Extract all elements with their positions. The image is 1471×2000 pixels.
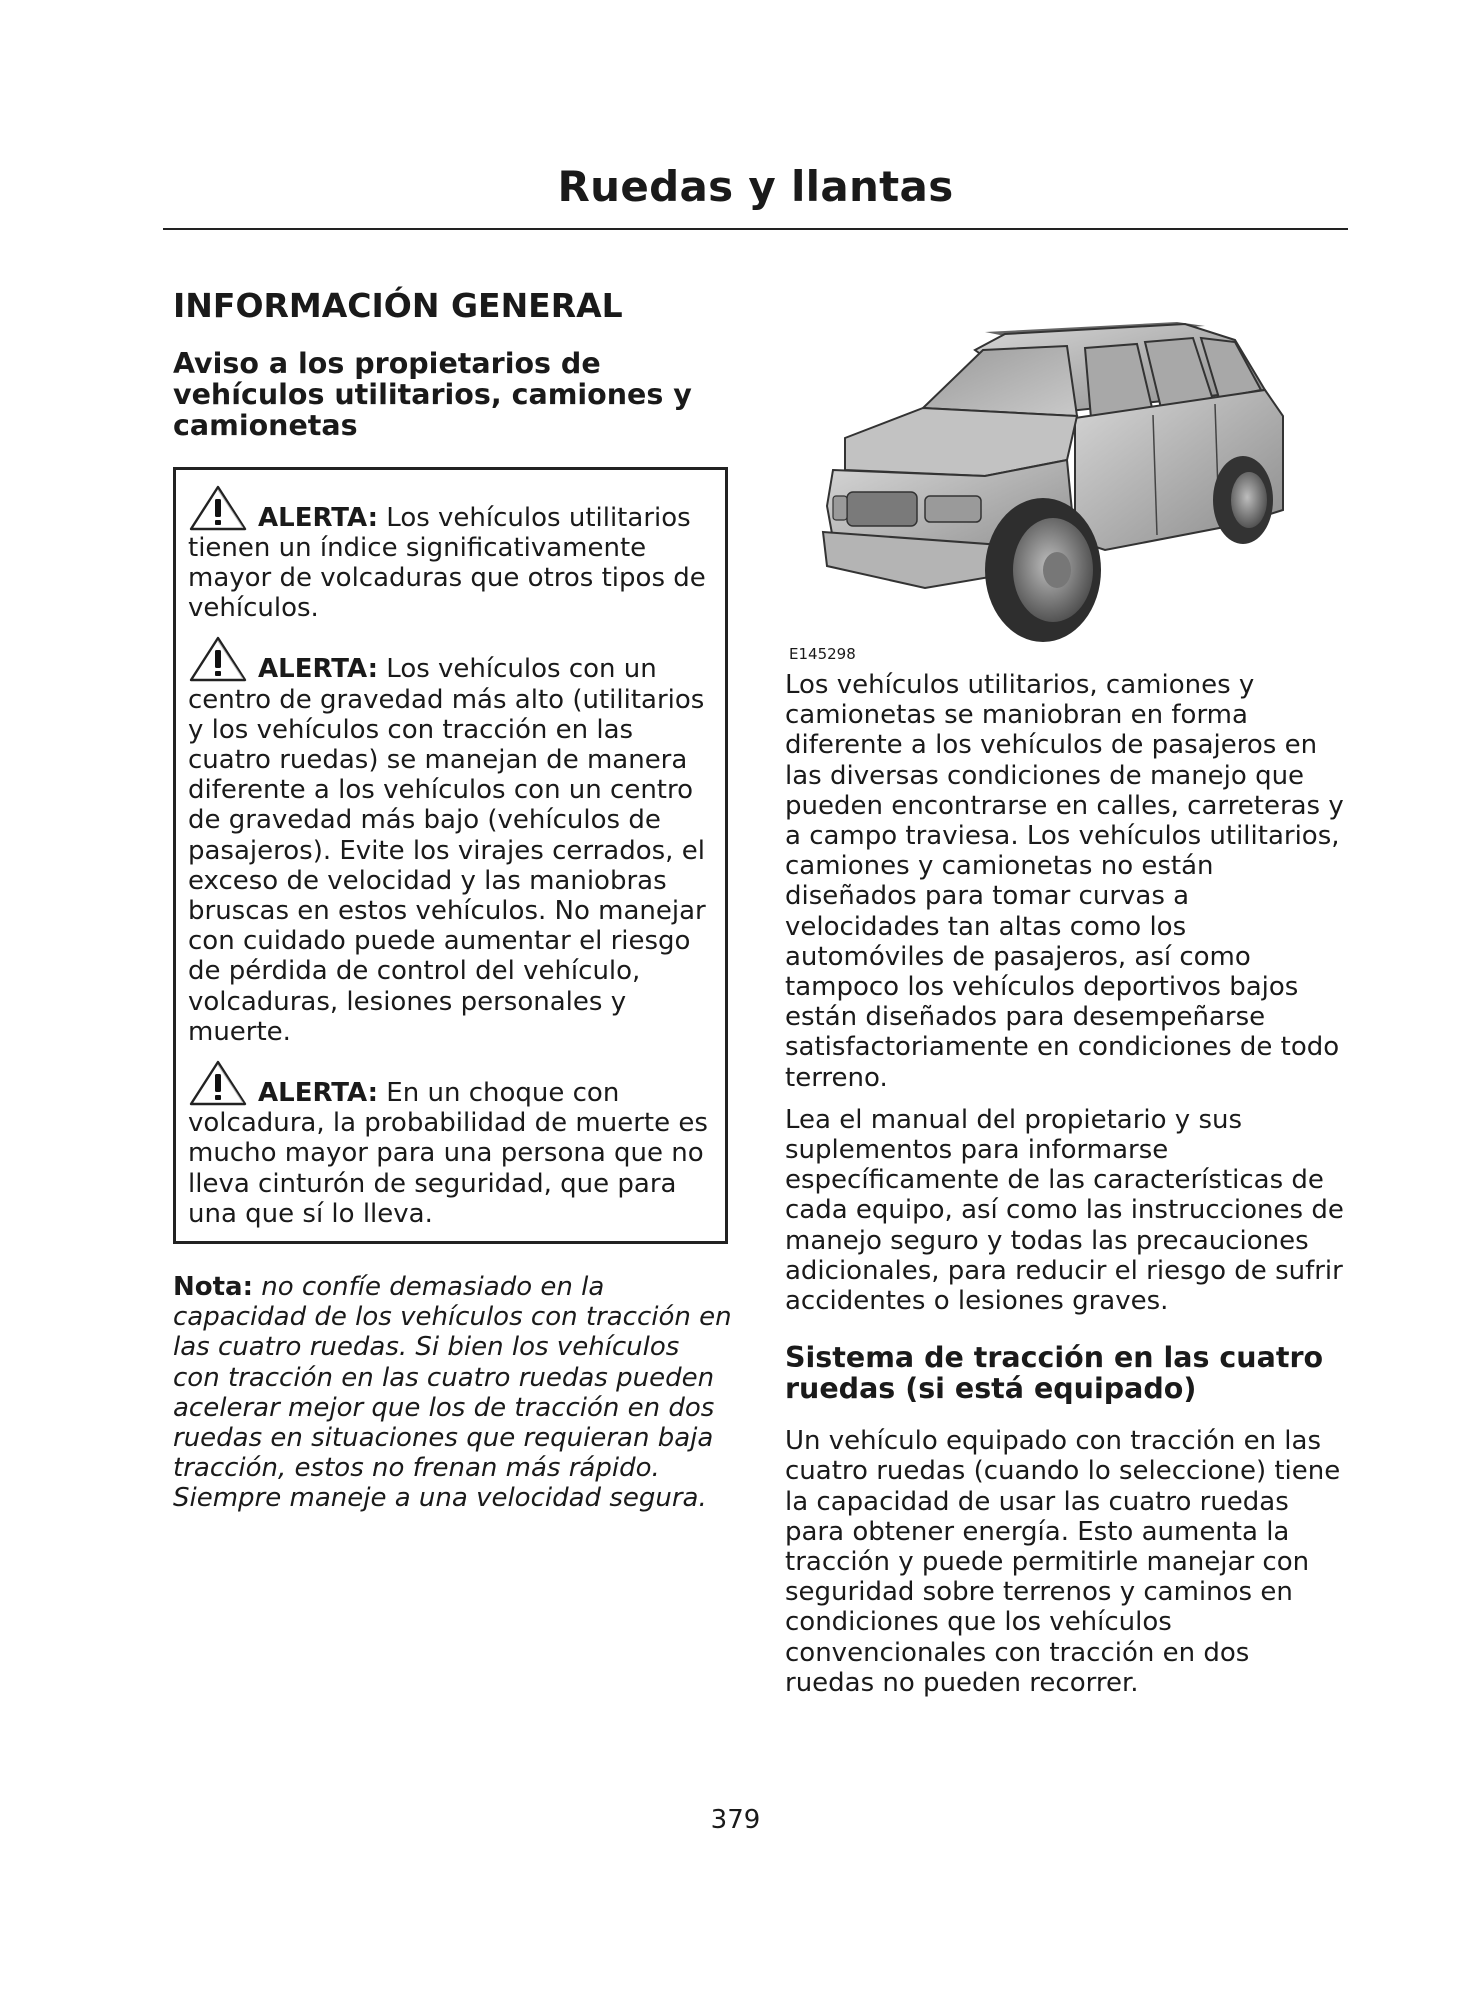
warning-box: [173, 467, 728, 1244]
paragraph-2: Lea el manual del propietario y sus suplementos para informarse específicamente de las características de cada equipo, así como las instrucciones de manejo seguro y todas las precauciones adicionales, para reducir el riesgo de sufrir accidentes o lesiones graves.: [785, 1104, 1344, 1317]
paragraph-4wd: Un vehículo equipado con tracción en las cuatro ruedas (cuando lo seleccione) tiene la capacidad de usar las cuatro ruedas para obtener energía. Esto aumenta la tracción y puede permitirle manejar con seguridad sobre terrenos y caminos en condiciones que los vehículos convencionales con tracción en dos ruedas no pueden recorrer.: [785, 1426, 1341, 1698]
alert-text: En un choque con volcadura, la probabilidad de muerte es mucho mayor para una persona que no lleva cinturón de seguridad, que para una que sí lo lleva.: [188, 1078, 708, 1229]
paragraph-1: Los vehículos utilitarios, camiones y camionetas se maniobran en forma diferente a los vehículos de pasajeros en las diversas condiciones de manejo que pueden encontrarse en calles, carreteras y a campo traviesa. Los vehículos utilitarios, camiones y camionetas no están diseñados para tomar curvas a velocidades tan altas como los automóviles de pasajeros, así como tampoco los vehículos deportivos bajos están diseñados para desempeñarse satisfactoriamente en condiciones de todo terreno.: [785, 670, 1344, 1093]
alert-1: [188, 484, 711, 624]
alert-2: [188, 635, 711, 1047]
right-column: [785, 320, 1345, 1710]
suv-image: [805, 320, 1325, 645]
note: [173, 1272, 733, 1514]
figure-code: E145298: [789, 645, 856, 663]
section-heading: INFORMACIÓN GENERAL: [173, 286, 623, 325]
page-title: Ruedas y llantas: [557, 162, 954, 211]
warning-triangle-icon: [188, 484, 248, 532]
suv-illustration: [785, 320, 1345, 670]
note-text: no confíe demasiado en la capacidad de los vehículos con tracción en las cuatro ruedas. Si bien los vehículos con tracción en las cuatro ruedas pueden acelerar mejor que los de tracción en dos ruedas en situaciones que requieran baja tracción, estos no frenan más rápido. Siempre maneje a una velocidad segura.: [173, 1272, 732, 1514]
warning-triangle-icon: [188, 635, 248, 683]
note-label: Nota:: [173, 1272, 253, 1303]
alert-label: ALERTA:: [258, 1078, 379, 1109]
alert-3: [188, 1059, 711, 1229]
section-heading-4wd: Sistema de tracción en las cuatro ruedas (si está equipado): [785, 1341, 1324, 1406]
alert-text: Los vehículos utilitarios tienen un índice significativamente mayor de volcaduras que otros tipos de vehículos.: [188, 502, 706, 624]
alert-label: ALERTA:: [258, 654, 379, 685]
title-divider: [163, 228, 1348, 230]
warning-triangle-icon: [188, 1059, 248, 1107]
alert-text: Los vehículos con un centro de gravedad más alto (utilitarios y los vehículos con tracción en las cuatro ruedas) se manejan de manera diferente a los vehículos con un centro de gravedad más bajo (vehículos de pasajeros). Evite los virajes cerrados, el exceso de velocidad y las maniobras bruscas en estos vehículos. No manejar con cuidado puede aumentar el riesgo de pérdida de control del vehículo, volcaduras, lesiones personales y muerte.: [188, 654, 706, 1047]
alert-label: ALERTA:: [258, 502, 379, 533]
sub-heading: Aviso a los propietarios de vehículos utilitarios, camiones y camionetas: [173, 346, 692, 442]
page-number: 379: [710, 1805, 761, 1835]
left-column: [173, 278, 733, 1514]
